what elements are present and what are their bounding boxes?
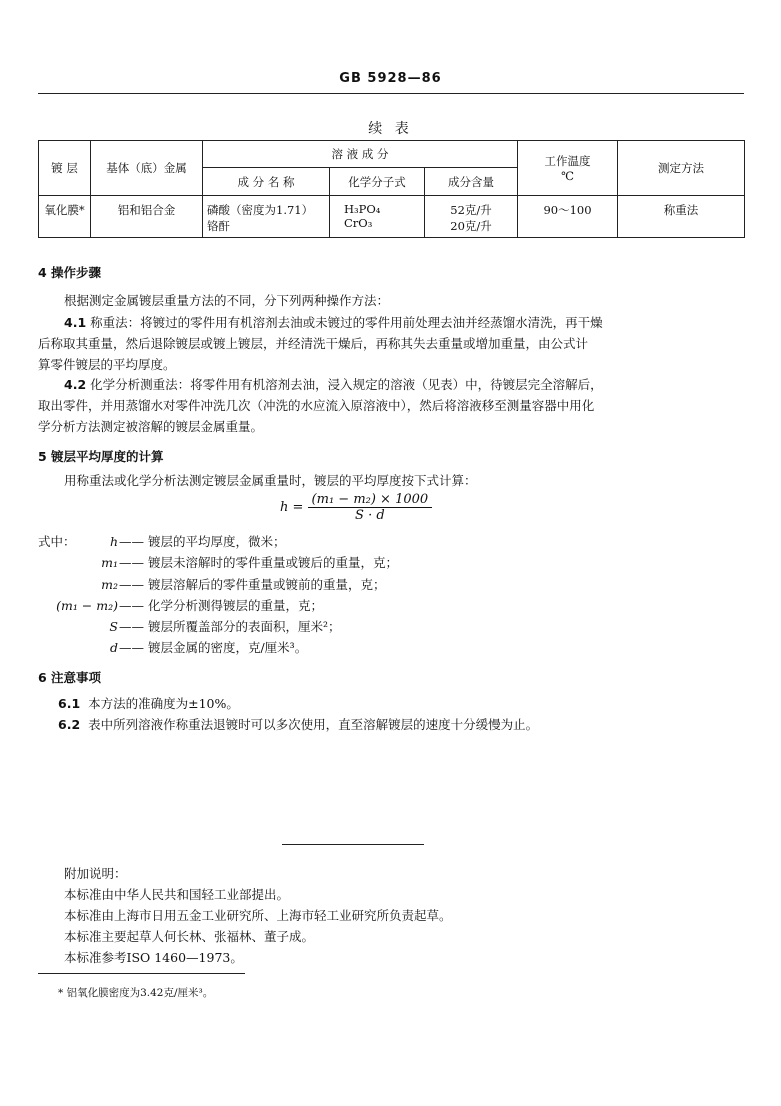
cell-temperature: 90～100 [518,196,618,238]
section-5-intro: 用称重法或化学分析法测定镀层金属重量时，镀层的平均厚度按下式计算： [64,473,477,488]
cell-formulas [330,196,425,238]
notes-block [64,863,452,968]
paragraph-6-1 [58,693,239,714]
p42-line3: 学分析方法测定被溶解的镀层金属重量。 [38,419,264,434]
section-6-heading: 6 注意事项 [38,670,102,685]
var-d: d [109,640,118,655]
header-content: 成分含量 [425,168,518,196]
p61-number: 6.1 [58,696,81,711]
formula-1: H₃PO₄ [344,202,381,216]
p41-line2: 后称取其重量，然后退除镀层或镀上镀层，并经清洗干燥后，再称其失去重量或增加重量，由公式计 [38,336,589,351]
p41-line1: 称重法：将镀过的零件用有机溶剂去油或未镀过的零件用前处理去油并经蒸馏水清洗，再干燥 [90,315,603,330]
header-temperature-unit: ℃ [561,169,574,183]
var-m2: m₂ [101,577,118,592]
page-header: GB 5928—86 [339,71,442,86]
notes-line4: 本标准参考ISO 1460—1973。 [64,950,243,965]
formula-fraction [308,492,433,523]
def-m2: —— 镀层溶解后的零件重量或镀前的重量，克； [119,577,386,592]
def-diff: —— 化学分析测得镀层的重量，克； [119,598,323,613]
p61-text: 本方法的准确度为±10%。 [88,696,239,711]
where-label: 式中： [38,534,76,549]
cell-coating: 氧化膜* [39,196,91,238]
var-h: h [109,534,118,549]
p62-text: 表中所列溶液作称重法退镀时可以多次使用，直至溶解镀层的速度十分缓慢为止。 [88,717,539,732]
thickness-formula [280,492,432,523]
notes-line1: 本标准由中华人民共和国轻工业部提出。 [64,887,290,902]
section-separator [282,844,424,845]
section-4-heading: 4 操作步骤 [38,265,102,280]
formula-2: CrO₃ [344,216,373,230]
def-d: —— 镀层金属的密度，克/厘米³。 [119,640,308,655]
paragraph-6-2 [58,714,538,735]
def-s: —— 镀层所覆盖部分的表面积，厘米²； [119,619,341,634]
paragraph-4-2 [38,374,744,437]
section-5-heading: 5 镀层平均厚度的计算 [38,449,164,464]
content-1: 52克/升 [450,203,492,217]
header-temperature-label: 工作温度 [544,154,591,168]
notes-line3: 本标准主要起草人何长林、张福林、董子成。 [64,929,315,944]
def-h: —— 镀层的平均厚度，微米； [119,534,286,549]
table-caption: 续 表 [368,121,413,137]
notes-line2: 本标准由上海市日用五金工业研究所、上海市轻工业研究所负责起草。 [64,908,452,923]
p42-number: 4.2 [64,377,87,392]
header-coating: 镀 层 [39,141,91,196]
formula-denominator: S · d [355,508,385,523]
def-m1: —— 镀层未溶解时的零件重量或镀后的重量，克； [119,555,398,570]
footnote: * 铝氧化膜密度为3.42克/厘米³。 [58,987,214,999]
header-formula: 化学分子式 [330,168,425,196]
var-m1: m₁ [101,555,118,570]
var-diff: (m₁ − m₂) [56,598,118,613]
p41-line3: 算零件镀层的平均厚度。 [38,357,176,372]
header-rule [38,93,744,94]
cell-substrate: 铝和铝合金 [91,196,203,238]
p41-number: 4.1 [64,315,87,330]
header-component-name: 成 分 名 称 [203,168,330,196]
formula-lhs: h = [280,500,304,515]
header-method: 测定方法 [618,141,745,196]
section-4-intro: 根据测定金属镀层重量方法的不同，分下列两种操作方法： [64,293,390,308]
solution-table [38,140,745,238]
header-substrate: 基体（底）金属 [91,141,203,196]
cell-method: 称重法 [618,196,745,238]
footnote-rule [38,973,245,974]
content-2: 20克/升 [450,219,492,233]
p42-line2: 取出零件，并用蒸馏水对零件冲洗几次（冲洗的水应流入原溶液中），然后将溶液移至测量容器中用化 [38,398,595,413]
notes-title: 附加说明： [64,866,127,881]
component-1: 磷酸（密度为1.71） [207,203,314,217]
component-2: 铬酐 [207,219,230,233]
p62-number: 6.2 [58,717,81,732]
paragraph-4-1 [38,312,744,375]
var-s: S [109,619,118,634]
p42-line1: 化学分析测重法：将零件用有机溶剂去油，浸入规定的溶液（见表）中，待镀层完全溶解后， [90,377,603,392]
header-solution: 溶 液 成 分 [203,141,518,168]
header-temperature [518,141,618,196]
formula-numerator: (m₁ − m₂) × 1000 [308,492,433,508]
cell-contents [425,196,518,238]
cell-components [203,196,330,238]
